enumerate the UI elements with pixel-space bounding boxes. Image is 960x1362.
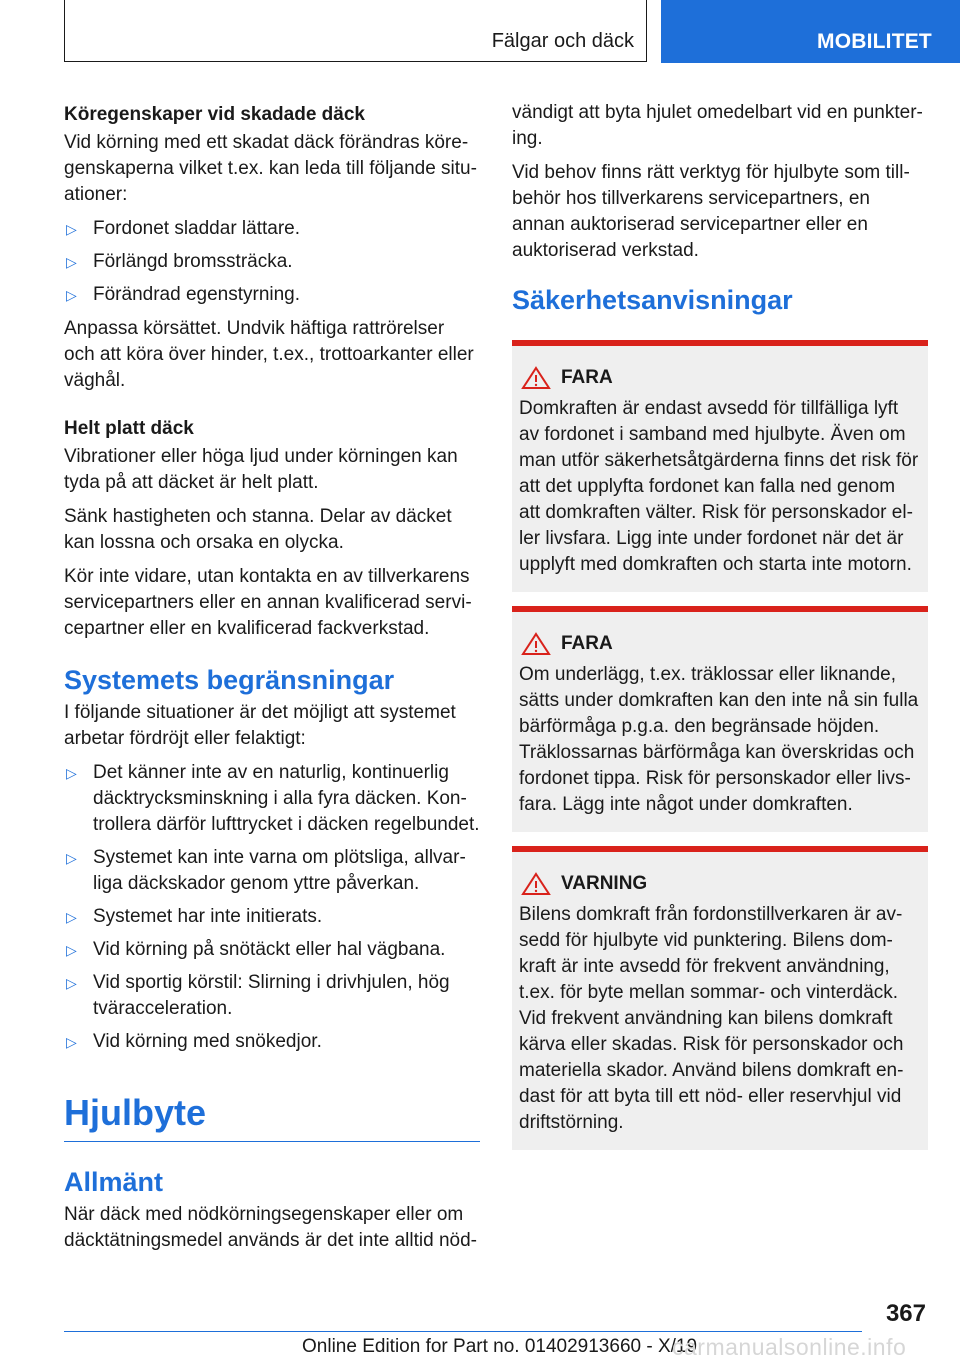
footer-edition: Online Edition for Part no. 01402913660 - X/19 [302, 1336, 698, 1357]
begransningar-intro: I följande situationer är det möjligt att systemet arbetar fördröjt eller felaktigt: [64, 702, 456, 749]
list-item [64, 249, 480, 275]
list-item [64, 904, 480, 930]
triangle-bullet-icon: ▷ [66, 254, 77, 270]
warning-triangle-icon [521, 632, 551, 656]
triangle-bullet-icon: ▷ [66, 765, 77, 781]
platt-heading: Helt platt däck [64, 418, 194, 439]
warning-title [519, 872, 920, 896]
verktyg-text: Vid behov finns rätt verktyg för hjulbyte som tillbehör hos tillverkarens servicepartners, en annan auktoriserad servicepartner eller en auktoriserad verkstad. [512, 162, 910, 261]
list-item [64, 282, 480, 308]
warning-text: Bilens domkraft från fordonstillverkaren är avsedd för hjulbyte vid punktering. Bilens domkraft är inte avsedd för frekvent användning, t.ex. för byte mellan sommar- och vinterdäck. Vid frekvent användning kan bilens domkraft kärva eller skadas. Risk för personskador och materiella skador. Använd bilens domkraft endast för att byta till ett nöd- eller reservhjul vid driftstörning. [519, 904, 904, 1133]
allmant-heading: Allmänt [64, 1167, 164, 1197]
list-item-text: Systemet kan inte varna om plötsliga, allvarliga däckskador genom yttre påverkan. [93, 847, 466, 894]
warning-label: FARA [561, 367, 613, 388]
triangle-bullet-icon: ▷ [66, 909, 77, 925]
hjulbyte-text-cont: vändigt att byta hjulet omedelbart vid en punktering. [512, 102, 923, 149]
triangle-bullet-icon: ▷ [66, 221, 77, 237]
warning-triangle-icon [521, 872, 551, 896]
list-item-text: Förändrad egenstyrning. [93, 284, 301, 305]
right-column [512, 100, 928, 1164]
list-item [64, 937, 480, 963]
warning-label: FARA [561, 633, 613, 654]
list-item-text: Vid sportig körstil: Slirning i drivhjulen, hög tväracceleration. [93, 972, 450, 1019]
list-item [64, 760, 480, 838]
left-column [64, 102, 480, 1262]
triangle-bullet-icon: ▷ [66, 942, 77, 958]
triangle-bullet-icon: ▷ [66, 287, 77, 303]
list-item [64, 216, 480, 242]
list-item [64, 1029, 480, 1055]
list-item-text: Vid körning på snötäckt eller hal vägbana. [93, 939, 446, 960]
triangle-bullet-icon: ▷ [66, 850, 77, 866]
platt-p3: Kör inte vidare, utan kontakta en av tillverkarens servicepartners eller en annan kvalificerad servicepartner eller en kvalificerad fackverkstad. [64, 566, 472, 639]
begransningar-heading: Systemets begränsningar [64, 665, 395, 695]
triangle-bullet-icon: ▷ [66, 975, 77, 991]
warning-text: Om underlägg, t.ex. träklossar eller liknande, sätts under domkraften kan den inte nå sin fulla bärförmåga p.g.a. den begränsade höjden. Träklossarnas bärförmåga kan överskridas och fordonet tippa. Risk för personskador eller livsfara. Lägg inte något under domkraften. [519, 664, 919, 815]
hjulbyte-heading: Hjulbyte [64, 1091, 480, 1142]
warning-title [519, 366, 920, 390]
footer-watermark: carmanualsonline.info [672, 1334, 907, 1360]
warning-box-fara-2 [512, 606, 928, 832]
footer-divider [64, 1331, 862, 1332]
sakerhetsanvisningar-heading: Säkerhetsanvisningar [512, 285, 793, 315]
warning-box-varning [512, 846, 928, 1150]
warning-label: VARNING [561, 873, 648, 894]
platt-p1: Vibrationer eller höga ljud under körningen kan tyda på att däcket är helt platt. [64, 446, 458, 493]
header-section-title: Fälgar och däck [491, 30, 634, 52]
warning-triangle-icon [521, 366, 551, 390]
list-item [64, 845, 480, 897]
begransningar-list [64, 760, 480, 1055]
header-chapter-tab[interactable]: MOBILITET [661, 0, 960, 63]
warning-title [519, 632, 920, 656]
triangle-bullet-icon: ▷ [66, 1034, 77, 1050]
koregenskaper-list [64, 216, 480, 308]
hjulbyte-text: När däck med nödkörningsegenskaper eller om däcktätningsmedel används är det inte alltid nöd- [64, 1204, 477, 1251]
list-item-text: Förlängd bromssträcka. [93, 251, 293, 272]
platt-p2: Sänk hastigheten och stanna. Delar av däcket kan lossna och orsaka en olycka. [64, 506, 452, 553]
list-item-text: Systemet har inte initierats. [93, 906, 323, 927]
list-item-text: Det känner inte av en naturlig, kontinuerlig däcktrycksminskning i alla fyra däcken. Kontrollera därför lufttrycket i däcken regelbundet. [93, 762, 480, 835]
warning-text: Domkraften är endast avsedd för tillfälliga lyft av fordonet i samband med hjulbyte. Även om man utför säkerhetsåtgärderna finns det risk för att det upplyfta fordonet kan falla ned genom att domkraften välter. Risk för personskador eller livsfara. Ligg inte under fordonet när det är upplyft med domkraften och starta inte motorn. [519, 398, 919, 575]
koregenskaper-intro: Vid körning med ett skadat däck förändras köregenskaperna vilket t.ex. kan leda till följande situationer: [64, 132, 477, 205]
warning-box-fara-1 [512, 340, 928, 592]
list-item-text: Vid körning med snökedjor. [93, 1031, 322, 1052]
header-section-box [64, 0, 647, 62]
page-number: 367 [885, 1300, 926, 1327]
list-item [64, 970, 480, 1022]
koregenskaper-outro: Anpassa körsättet. Undvik häftiga rattrörelser och att köra över hinder, t.ex., trottoarkanter eller väghål. [64, 318, 474, 391]
list-item-text: Fordonet sladdar lättare. [93, 218, 301, 239]
koregenskaper-heading: Köregenskaper vid skadade däck [64, 104, 365, 125]
